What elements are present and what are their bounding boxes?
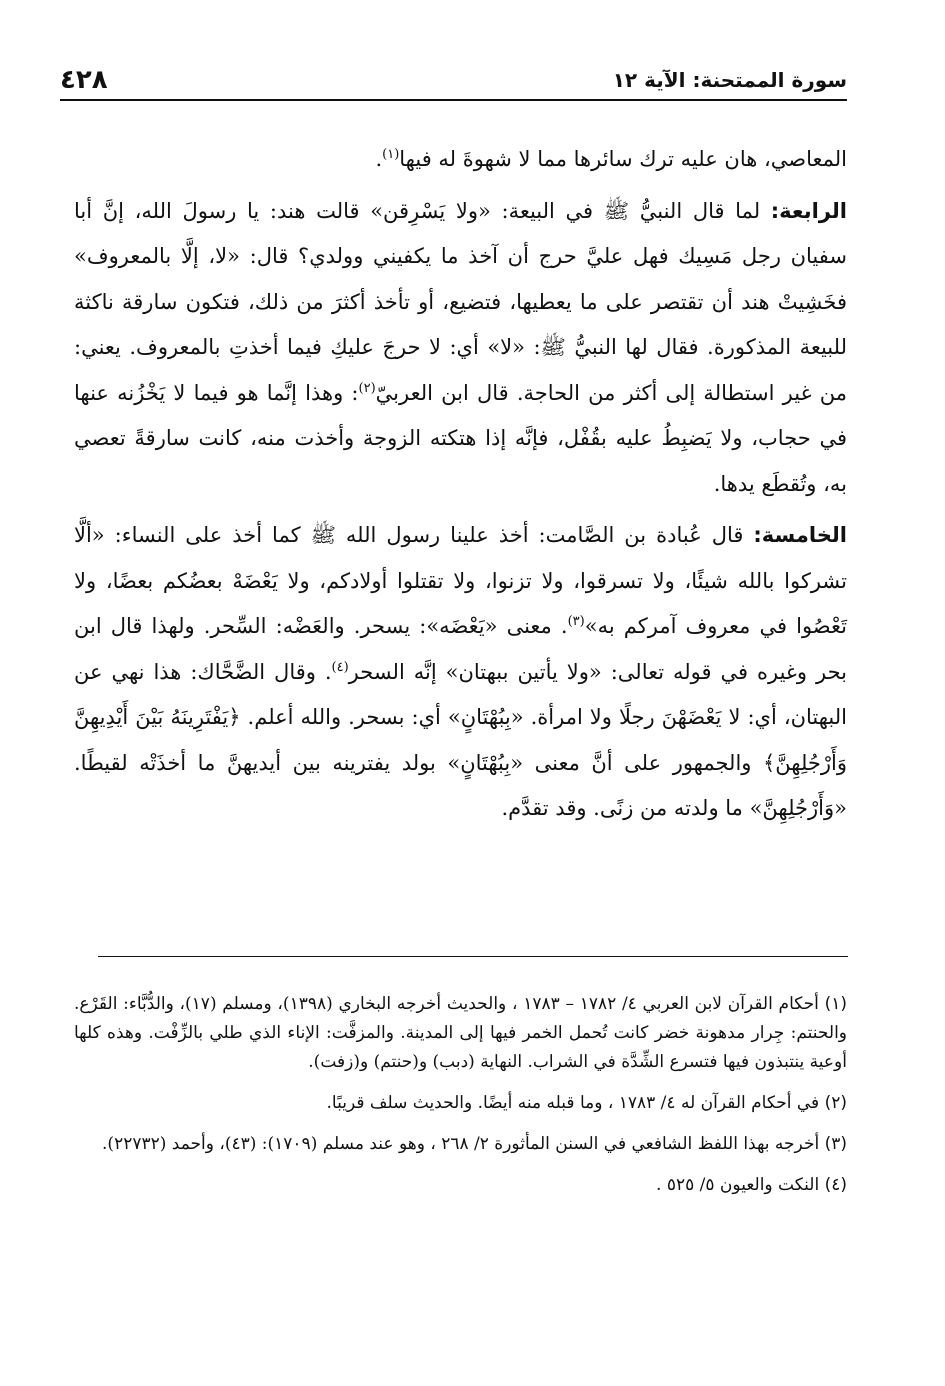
paragraph-fourth: [74, 189, 847, 508]
paragraph-text: قال عُبادة بن الصَّامت: أخذ علينا رسول الله ﷺ كما أخذ على النساء: «ألَّا تشركوا بالله شيئًا، ولا تسرقوا، ولا تزنوا، ولا تقتلوا أولادكم، ولا يَعْضَهْ بعضُكم بعضًا، ولا تَعْصُوا في معروف آمركم به»: [74, 523, 847, 638]
paragraph-text: المعاصي، هان عليه ترك سائرها مما لا شهوةَ له فيها: [399, 147, 847, 171]
paragraph-1: [74, 137, 847, 183]
section-heading: الخامسة:: [753, 523, 847, 547]
paragraph-text: لما قال النبيُّ ﷺ في البيعة: «ولا يَسْرِقن» قالت هند: يا رسولَ الله، إنَّ أبا سفيان رجل مَسِيك فهل عليَّ حرج أن آخذ ما يكفيني وولدي؟ قال: «لا، إلَّا بالمعروف» فخَشِيتْ هند أن تقتصر على ما يعطيها، فتضيع، أو تأخذ أكثرَ من ذلك، فتكون سارقة ناكثة للبيعة المذكورة. فقال لها النبيُّ ﷺ: «لا» أي: لا حرجَ عليكِ فيما أخذتِ بالمعروف. يعني: من غير استطالة إلى أكثر من الحاجة. قال ابن العربيّ: [74, 198, 847, 405]
section-heading: الرابعة:: [770, 198, 847, 223]
paragraph-text: . معنى «يَعْضَه»: يسحر. والعَضْه: السِّحر. ولهذا قال ابن بحر وغيره في قوله تعالى: «ولا يأتين ببهتان» إنَّه السحر: [74, 614, 847, 684]
footnote-text: أحكام القرآن لابن العربي ٤/ ١٧٨٢ – ١٧٨٣ ، والحديث أخرجه البخاري (١٣٩٨)، ومسلم (١٧)، والدُّبَّاء: القَرْع. والحنتم: جِرار مدهونة خضر كانت تُحمل الخمر فيها إلى المدينة. والمزفَّت: الإناء الذي طلي بالزِّفْت. وهذه كلها أوعية ينتبذون فيها فتسرع الشِّدَّة في الشراب. النهاية (دبب) و(حنتم) و(زفت).: [74, 994, 847, 1072]
footnote-reference[interactable]: (٣): [567, 614, 585, 629]
paragraph-text: : وهذا إنَّما هو فيما لا يَخْزُنه عنها في حجاب، ولا يَضبِطُ عليه بقُفْل، فإنَّه إذا هتكته الزوجة وأخذت منه، كانت سارقةً تعصي به، وتُقطَع يدها.: [74, 380, 847, 496]
running-title: سورة الممتحنة: الآية ١٢: [612, 68, 847, 92]
footnote-2: [74, 1089, 847, 1118]
page-header: [60, 62, 847, 98]
main-text: [74, 137, 847, 838]
footnote-number: (١): [824, 994, 848, 1014]
footnote-text: أخرجه بهذا اللفظ الشافعي في السنن المأثورة ٢/ ٢٦٨ ، وهو عند مسلم (١٧٠٩): (٤٣)، وأحمد (٢٢٧٣٢).: [102, 1134, 820, 1154]
paragraph-fifth: [74, 513, 847, 832]
footnote-1: [74, 990, 847, 1077]
footnote-separator: [98, 956, 848, 957]
footnote-reference[interactable]: (٤): [331, 659, 349, 675]
footnotes: [74, 990, 847, 1212]
footnote-text: النكت والعيون ٥/ ٥٢٥ .: [656, 1175, 820, 1195]
footnote-reference[interactable]: (٢): [358, 380, 376, 396]
footnote-text: في أحكام القرآن له ٤/ ١٧٨٣ ، وما قبله منه أيضًا. والحديث سلف قريبًا.: [326, 1093, 820, 1113]
footnote-number: (٤): [824, 1175, 847, 1195]
footnote-3: [74, 1130, 847, 1159]
footnote-number: (٣): [824, 1134, 847, 1154]
footnote-4: [74, 1171, 847, 1200]
footnote-number: (٢): [824, 1093, 847, 1113]
paragraph-text: . وقال الضَّحَّاك: هذا نهي عن البهتان، أي: لا يَعْضَهْنَ رجلًا ولا امرأة. «بِبُهْتَانٍ» أي: بسحر. والله أعلم. ﴿يَفْتَرِينَهُ بَيْنَ أَيْدِيهِنَّ وَأَرْجُلِهِنَّ﴾ والجمهور على أنَّ معنى «بِبُهْتَانٍ» بولد يفترينه بين أيديهنَّ ما أخذَتْه لقيطًا. «وَأَرْجُلِهِنَّ» ما ولدته من زنًى. وقد تقدَّم.: [74, 659, 847, 820]
header-rule: [60, 99, 847, 101]
footnote-reference[interactable]: (١): [382, 147, 400, 162]
page-number: ٤٢٨: [60, 65, 108, 95]
paragraph-text: .: [375, 147, 383, 171]
